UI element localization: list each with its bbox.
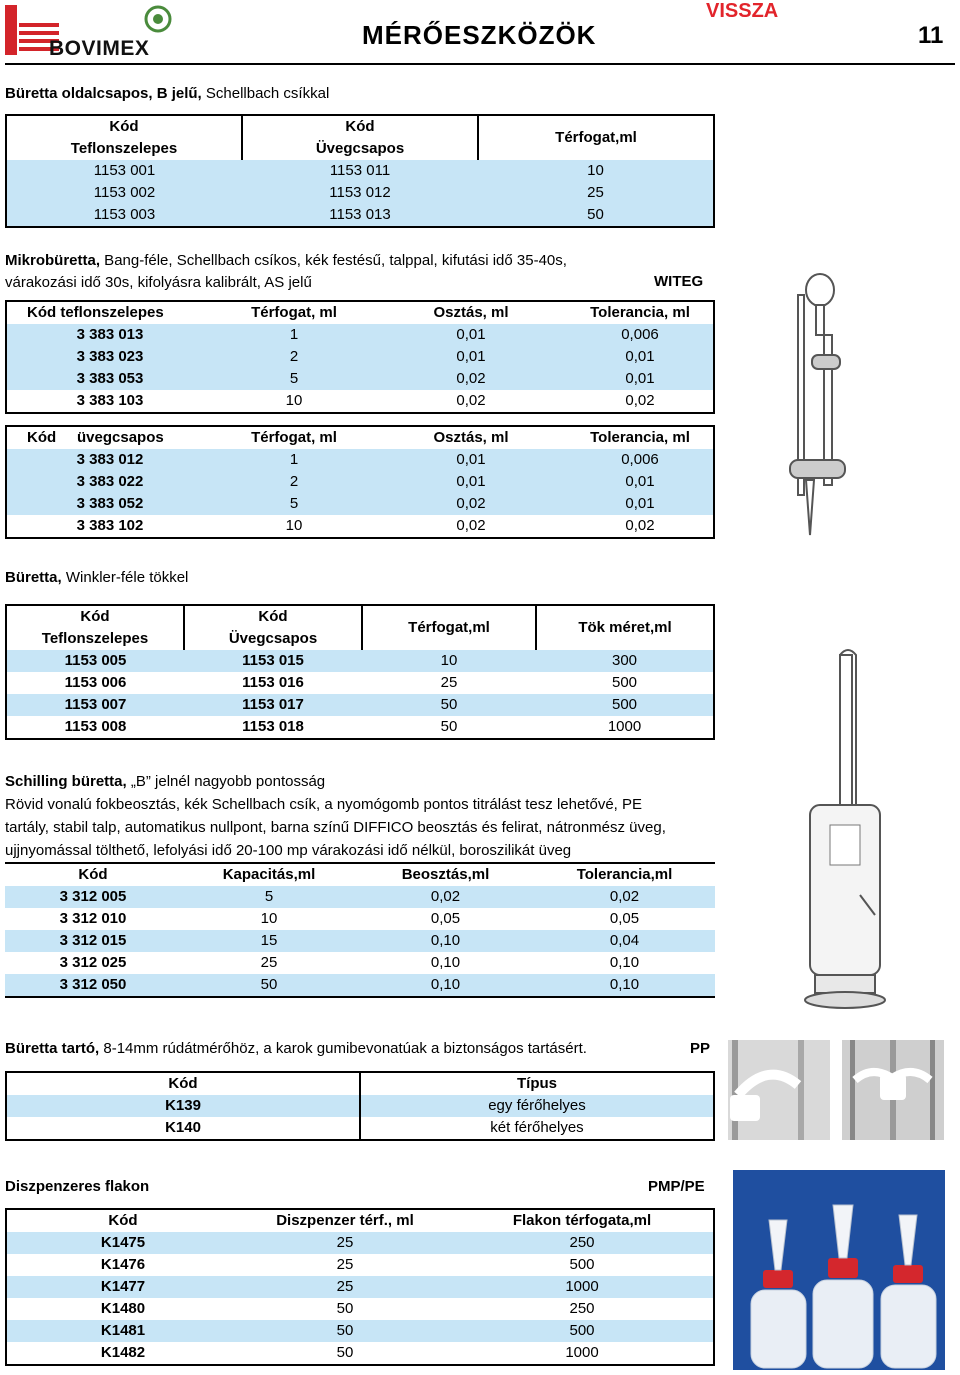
table-header-row: [5, 864, 715, 886]
description-line: ujjnyomással tölthető, lefolyási idő 20-100 mp várakozási idő nélkül, boroszilikát üveg: [5, 842, 572, 859]
table-row: [6, 694, 714, 716]
table-cell: 3 383 053: [6, 368, 213, 390]
table-cell: 0,01: [567, 368, 714, 390]
table-cell: 0,05: [609, 910, 640, 927]
table-cell: 1153 011: [242, 160, 478, 182]
col-header: Térfogat,ml: [555, 129, 637, 146]
table-cell: 3 383 052: [6, 493, 213, 515]
table-buretta-oldalcsapos: [5, 114, 715, 228]
table-row: [6, 1342, 714, 1365]
table-cell: 3 312 050: [5, 974, 181, 997]
table-cell: 5: [213, 493, 375, 515]
table-cell: K1476: [100, 1256, 146, 1273]
table-cell: 25: [239, 1232, 451, 1254]
table-row: [6, 324, 714, 346]
table-cell: Flakon térfogata,ml: [512, 1212, 652, 1229]
table-cell: 500: [451, 1320, 714, 1342]
page-title: MÉRŐESZKÖZÖK: [362, 20, 597, 50]
table-row: [6, 346, 714, 368]
table-mikroburetta-uveg: [5, 425, 715, 539]
table-cell: K1482: [100, 1344, 146, 1361]
table-cell: K1481: [6, 1320, 239, 1342]
table-row: [6, 1320, 714, 1342]
table-cell: két férőhelyes: [490, 1119, 584, 1136]
col-header: Kód Teflonszelepes: [6, 115, 242, 160]
table-diszpenzer: [5, 1208, 715, 1366]
table-cell: Kód üvegcsapos: [27, 429, 164, 446]
section-buretta-tarto-title: [5, 1040, 587, 1057]
table-header-row: [6, 426, 714, 449]
table-cell: K1475: [6, 1232, 239, 1254]
table-cell: Kód Teflonszelepes: [6, 605, 184, 650]
table-header-row: [6, 1209, 714, 1232]
microburette-illustration: [780, 265, 860, 540]
table-cell: 0,02: [534, 886, 715, 908]
table-cell: 1153 013: [242, 204, 478, 227]
col-header: Kód Üvegcsapos: [242, 115, 478, 160]
table-cell: K140: [6, 1117, 360, 1140]
table-cell: 500: [536, 694, 714, 716]
table-cell: Tolerancia, ml: [590, 429, 690, 446]
table-row: [6, 1232, 714, 1254]
table-row: [5, 974, 715, 997]
table-cell: 3 312 025: [59, 954, 127, 971]
table-row: [6, 471, 714, 493]
description-line: tartály, stabil talp, automatikus nullpont, barna színű DIFFICO beosztás és felirat, nátronmész üveg,: [5, 819, 666, 836]
header-divider: [5, 63, 955, 65]
table-cell: 500: [569, 1256, 595, 1273]
table-cell: Kód: [108, 1212, 138, 1229]
table-row: [6, 204, 714, 227]
table-row: [6, 1095, 714, 1117]
table-cell: 1: [213, 449, 375, 471]
table-cell: Kód Üvegcsapos: [184, 605, 362, 650]
table-cell: 0,02: [456, 392, 486, 409]
brand-label: WITEG: [654, 273, 704, 290]
table-cell: Kód teflonszelepes: [27, 304, 164, 321]
section-buretta-oldalcsapos-title: [5, 85, 329, 102]
table-cell: 1: [213, 324, 375, 346]
table-cell: 50: [336, 1300, 354, 1317]
section-title-bold: Büretta,: [5, 569, 62, 586]
table-cell: Kód: [6, 1072, 360, 1095]
table-cell: 0,01: [567, 471, 714, 493]
table-cell: 0,10: [534, 974, 715, 997]
table-cell: 3 383 102: [76, 517, 144, 534]
logo-text: BOVIMEX: [49, 37, 150, 60]
table-cell: Térfogat,ml: [362, 605, 536, 650]
table-cell: 250: [451, 1232, 714, 1254]
table-mikroburetta-teflon: [5, 300, 715, 414]
table-cell: K1480: [100, 1300, 146, 1317]
table-cell: 0,02: [375, 493, 567, 515]
table-cell: 1153 005: [6, 650, 184, 672]
table-cell: 0,02: [357, 886, 534, 908]
table-cell: 3 383 022: [6, 471, 213, 493]
section-title-bold: Mikrobüretta,: [5, 252, 101, 269]
table-cell: Kapacitás,ml: [222, 866, 316, 883]
logo[interactable]: [5, 5, 175, 60]
dispenser-bottles-photo: [733, 1170, 945, 1370]
table-cell: Tolerancia, ml: [590, 304, 690, 321]
table-cell: 10: [478, 160, 714, 182]
table-winkler: [5, 604, 715, 740]
table-cell: 1153 003: [6, 204, 242, 227]
table-cell: 10: [362, 650, 536, 672]
table-cell: Kód: [78, 866, 108, 883]
table-cell: 3 312 010: [59, 910, 127, 927]
table-cell: 1153 006: [64, 674, 127, 691]
table-cell: 0,02: [625, 392, 655, 409]
table-cell: Tök méret,ml: [578, 619, 672, 636]
table-cell: 0,01: [375, 324, 567, 346]
table-cell: 1153 015: [184, 650, 362, 672]
table-schilling: [5, 864, 715, 998]
table-cell: egy férőhelyes: [360, 1095, 714, 1117]
table-cell: 0,10: [430, 954, 461, 971]
table-cell: Típus: [517, 1075, 557, 1092]
table-cell: 250: [569, 1300, 595, 1317]
back-link[interactable]: VISSZA: [706, 0, 779, 22]
table-cell: 0,05: [430, 910, 461, 927]
table-cell: 3 383 023: [6, 346, 213, 368]
table-cell: Osztás, ml: [433, 304, 509, 321]
section-title-rest: 8-14mm rúdátmérőhöz, a karok gumibevonatúak a biztonságos tartásért.: [99, 1040, 587, 1057]
holder-single-photo: [728, 1040, 830, 1140]
table-cell: Térfogat, ml: [251, 304, 337, 321]
table-cell: 0,006: [567, 449, 714, 471]
table-row: [6, 1276, 714, 1298]
table-cell: 0,04: [534, 930, 715, 952]
section-title-rest: Winkler-féle tökkel: [61, 569, 189, 586]
table-cell: 1000: [451, 1276, 714, 1298]
table-cell: 500: [611, 674, 638, 691]
table-cell: 1153 007: [6, 694, 184, 716]
schilling-burette-illustration: [800, 645, 900, 1025]
table-cell: Térfogat, ml: [251, 429, 337, 446]
section-title-rest: Bang-féle, Schellbach csíkos, kék festésű, talppal, kifutási idő 35-40s,: [100, 252, 567, 269]
table-row: [6, 1298, 714, 1320]
table-row: [6, 515, 714, 538]
table-cell: Beosztás,ml: [401, 866, 490, 883]
table-cell: 3 383 103: [76, 392, 144, 409]
table-cell: 0,02: [375, 368, 567, 390]
table-cell: 50: [239, 1320, 451, 1342]
table-cell: 50: [336, 1344, 354, 1361]
table-cell: 1153 016: [242, 674, 304, 691]
table-cell: 3 383 013: [6, 324, 213, 346]
table-cell: 300: [536, 650, 714, 672]
holder-double-photo: [842, 1040, 944, 1140]
table-cell: Diszpenzer térf., ml: [276, 1212, 414, 1229]
section-schilling-title: [5, 770, 666, 862]
table-cell: 0,10: [357, 974, 534, 997]
table-header-row: [6, 1072, 714, 1095]
section-title-bold: Büretta oldalcsapos, B jelű,: [5, 85, 202, 102]
table-cell: 0,10: [609, 954, 640, 971]
table-cell: Tolerancia,ml: [576, 866, 673, 883]
table-row: [6, 160, 714, 182]
table-row: [6, 1117, 714, 1140]
table-row: [5, 908, 715, 930]
table-cell: 1153 002: [6, 182, 242, 204]
table-row: [5, 952, 715, 974]
table-cell: 25: [440, 674, 458, 691]
table-cell: 1153 008: [64, 718, 127, 735]
table-cell: 2: [213, 471, 375, 493]
table-row: [5, 886, 715, 908]
table-cell: 10: [260, 910, 278, 927]
table-cell: 5: [213, 368, 375, 390]
table-cell: 0,01: [375, 449, 567, 471]
table-cell: K139: [6, 1095, 360, 1117]
section-title-rest: Schellbach csíkkal: [201, 85, 330, 102]
section-title-line2: várakozási idő 30s, kifolyásra kalibrált, AS jelű: [5, 274, 312, 291]
table-cell: 2: [213, 346, 375, 368]
page-number: 11: [918, 22, 944, 49]
table-row: [6, 449, 714, 471]
table-cell: 1153 017: [184, 694, 362, 716]
table-cell: 0,006: [567, 324, 714, 346]
material-label: PP: [690, 1040, 711, 1057]
table-cell: 0,01: [567, 346, 714, 368]
table-cell: 50: [478, 204, 714, 227]
table-cell: 50: [362, 694, 536, 716]
table-cell: Osztás, ml: [433, 429, 509, 446]
section-title-bold: Büretta tartó,: [5, 1040, 100, 1057]
table-buretta-tarto: [5, 1071, 715, 1141]
table-cell: K1477: [6, 1276, 239, 1298]
section-title-bold: Schilling büretta,: [5, 773, 127, 790]
material-label: PMP/PE: [648, 1178, 705, 1195]
table-cell: 1153 018: [242, 718, 304, 735]
table-cell: 3 312 015: [5, 930, 181, 952]
table-cell: 0,02: [625, 517, 655, 534]
table-row: [6, 390, 714, 413]
table-cell: 25: [478, 182, 714, 204]
table-cell: 3 312 005: [5, 886, 181, 908]
table-cell: 5: [181, 886, 357, 908]
table-cell: 15: [181, 930, 357, 952]
section-diszpenzer-title: Diszpenzeres flakon: [5, 1178, 150, 1195]
section-winkler-title: [5, 569, 188, 586]
table-cell: 0,01: [567, 493, 714, 515]
table-row: [5, 930, 715, 952]
table-cell: 0,01: [375, 346, 567, 368]
table-cell: 10: [285, 392, 303, 409]
table-cell: 50: [181, 974, 357, 997]
table-cell: 1153 001: [6, 160, 242, 182]
table-cell: 25: [260, 954, 278, 971]
table-row: [6, 368, 714, 390]
table-row: [6, 716, 714, 739]
table-cell: 50: [440, 718, 458, 735]
description-line: Rövid vonalú fokbeosztás, kék Schellbach csík, a nyomógomb pontos titrálást tesz lehetővé, PE: [5, 796, 643, 813]
section-mikroburetta-title: [5, 250, 567, 294]
table-cell: 3 383 012: [6, 449, 213, 471]
table-header-row: [6, 605, 714, 650]
table-cell: 0,01: [375, 471, 567, 493]
table-cell: 0,02: [456, 517, 486, 534]
table-cell: 25: [239, 1276, 451, 1298]
section-title-rest: „B” jelnél nagyobb pontosság: [126, 773, 326, 790]
table-cell: 1153 012: [242, 182, 478, 204]
table-cell: 10: [285, 517, 303, 534]
table-cell: 25: [336, 1256, 354, 1273]
table-row: [6, 493, 714, 515]
table-cell: 1000: [607, 718, 642, 735]
table-row: [6, 672, 714, 694]
table-cell: 0,10: [357, 930, 534, 952]
table-row: [6, 182, 714, 204]
table-header-row: [6, 301, 714, 324]
table-cell: 1000: [565, 1344, 599, 1361]
table-row: [6, 650, 714, 672]
table-row: [6, 1254, 714, 1276]
